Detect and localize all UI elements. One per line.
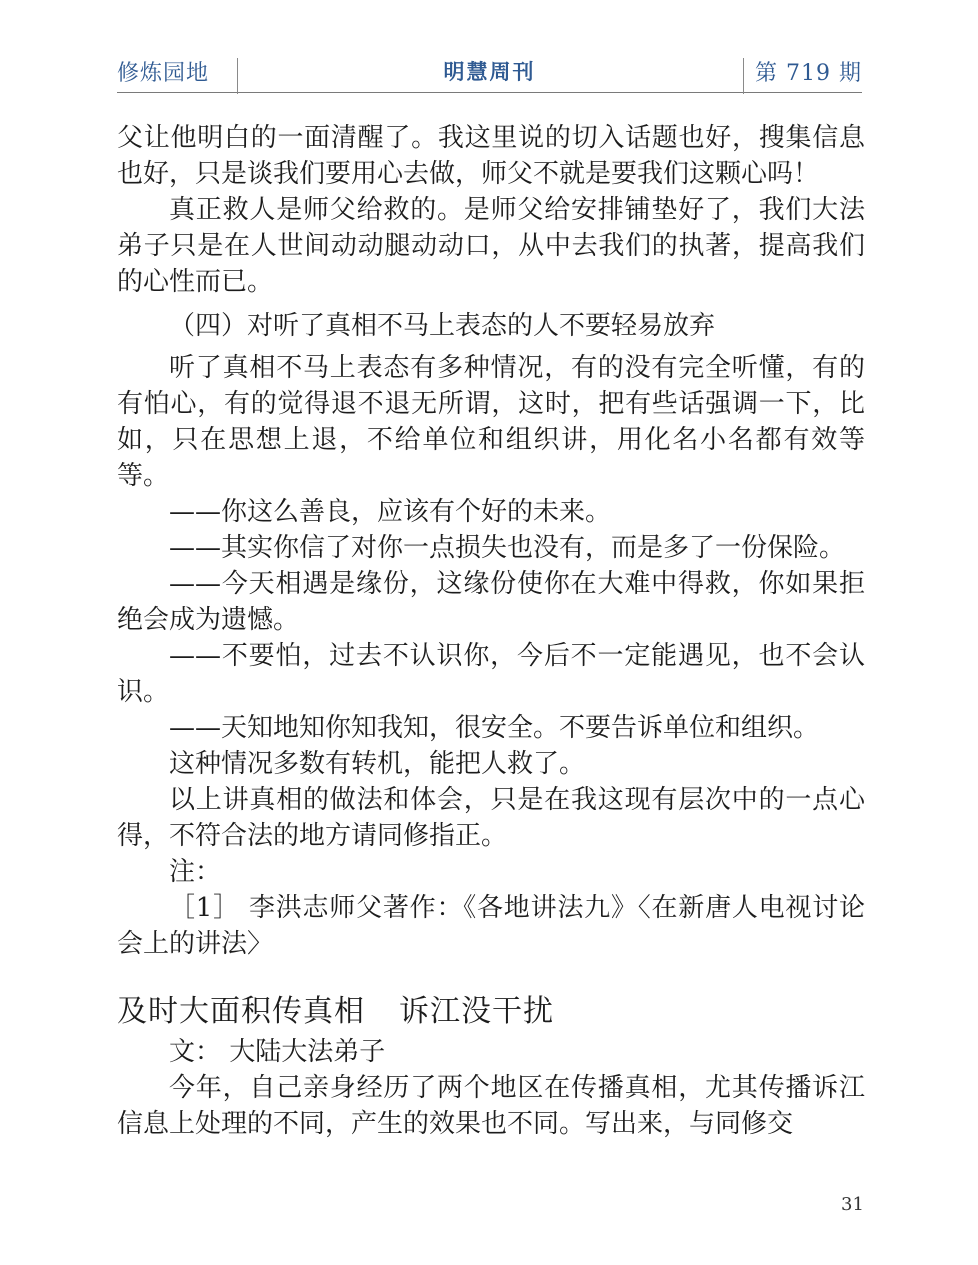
header-magazine-title: 明慧周刊 xyxy=(443,59,536,84)
footnote: ［1］ 李洪志师父著作：《各地讲法九》〈在新唐人电视讨论会上的讲法〉 xyxy=(117,893,865,959)
dialogue-line: ——你这么善良，应该有个好的未来。 xyxy=(169,497,612,527)
page-number: 31 xyxy=(841,1194,864,1215)
article-title-part2: 诉江没干扰 xyxy=(399,994,554,1029)
dialogue-line: ——今天相遇是缘份，这缘份使你在大难中得救，你如果拒绝会成为遗憾。 xyxy=(117,569,865,635)
dialogue-line: ——不要怕，过去不认识你，今后不一定能遇见，也不会认识。 xyxy=(117,641,865,707)
header-issue-number: 第 719 期 xyxy=(755,61,862,86)
header-section-name: 修炼园地 xyxy=(117,61,210,86)
paragraph: 以上讲真相的做法和体会，只是在我这现有层次中的一点心得，不符合法的地方请同修指正。 xyxy=(117,785,865,851)
header-divider-right xyxy=(743,58,744,94)
paragraph-continued: 父让他明白的一面清醒了。我这里说的切入话题也好，搜集信息也好，只是谈我们要用心去做，师父不就是要我们这颗心吗！ xyxy=(117,123,865,189)
paragraph: 真正救人是师父给救的。是师父给安排铺垫好了，我们大法弟子只是在人世间动动腿动动口，从中去我们的执著，提高我们的心性而已。 xyxy=(117,195,865,297)
running-header xyxy=(117,52,862,93)
note-label: 注： xyxy=(169,857,222,887)
paragraph: 今年，自己亲身经历了两个地区在传播真相，尤其传播诉江信息上处理的不同，产生的效果也不同。写出来，与同修交 xyxy=(117,1073,865,1139)
article-title xyxy=(117,992,865,1032)
header-divider-left xyxy=(237,58,238,94)
article-byline: 文： 大陆大法弟子 xyxy=(169,1037,386,1067)
article-title-part1: 及时大面积传真相 xyxy=(117,994,365,1029)
paragraph: 这种情况多数有转机，能把人救了。 xyxy=(169,749,586,779)
dialogue-line: ——其实你信了对你一点损失也没有，而是多了一份保险。 xyxy=(169,533,846,563)
section-subheading: （四）对听了真相不马上表态的人不要轻易放弃 xyxy=(169,311,716,341)
paragraph: 听了真相不马上表态有多种情况，有的没有完全听懂，有的有怕心，有的觉得退不退无所谓，这时，把有些话强调一下，比如，只在思想上退，不给单位和组织讲，用化名小名都有效等等。 xyxy=(117,353,865,491)
page-content xyxy=(117,120,865,1142)
dialogue-line: ——天知地知你知我知，很安全。不要告诉单位和组织。 xyxy=(169,713,820,743)
